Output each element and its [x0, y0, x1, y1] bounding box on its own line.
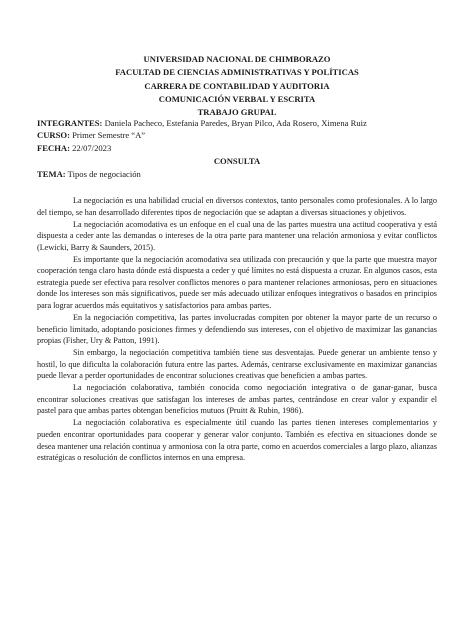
tema-row	[37, 168, 141, 180]
tema-label: TEMA:	[37, 169, 66, 179]
fecha-value: 22/07/2023	[69, 142, 112, 153]
paragraph: La negociación colaborativa es especialmente útil cuando las partes tienen intereses complementarios y pueden encontrar oportunidades para cooperar y generar valor conjunto. También es efectiva en situaciones donde se desea mantener una relación continua y armoniosa con la otra parte, como en acuerdos comerciales a largo plazo, alianzas estratégicas o resolución de conflictos internos en una empresa.	[37, 418, 437, 463]
faculty-name: FACULTAD DE CIENCIAS ADMINISTRATIVAS Y POLÍTICAS	[115, 67, 359, 78]
integrantes-row	[37, 117, 367, 129]
paragraph: En la negociación competitiva, las partes involucradas compiten por obtener la mayor parte de un recurso o beneficio limitado, adoptando posiciones firmes y defendiendo sus intereses, con el objetivo de maximizar las ganancias propias (Fisher, Ury & Patton, 1991).	[37, 312, 437, 346]
university-name: UNIVERSIDAD NACIONAL DE CHIMBORAZO	[143, 54, 331, 64]
career-name: CARRERA DE CONTABILIDAD Y AUDITORIA	[144, 80, 330, 91]
document-meta	[37, 117, 367, 154]
paragraph: La negociación es una habilidad crucial en diversos contextos, tanto personales como profesionales. A lo largo del tiempo, se han desarrollado diferentes tipos de negociación que se adaptan a diversas situaciones y objetivos.	[37, 196, 437, 217]
assignment-type: TRABAJO GRUPAL	[197, 107, 277, 118]
paragraph: La negociación acomodativa es un enfoque en el cual una de las partes muestra una actitud cooperativa y está dispuesta a ceder ante las demandas o intereses de la otra parte para mantener una relación armoniosa y evitar conflictos (Lewicki, Barry & Saunders, 2015).	[37, 219, 437, 252]
paragraph: La negociación colaborativa, también conocida como negociación integrativa o de ganar-ganar, busca encontrar soluciones creativas que satisfagan los intereses de ambas partes, centrándose en crear valor y expandir el pastel para que ambas partes obtengan beneficios mutuos (Pruitt & Rubin, 1986).	[37, 383, 437, 416]
document-header	[0, 53, 474, 119]
curso-row	[37, 129, 367, 141]
paragraph: Es importante que la negociación acomodativa sea utilizada con precaución y que la parte que muestra mayor cooperación tenga claro hasta dónde está dispuesta a ceder y qué límites no está dispuesta a cruzar. En algunos casos, esta estrategia puede ser efectiva para resolver conflictos menores o para mantener relaciones armoniosas, pero en situaciones donde los intereses son más significativos, puede ser más adecuado utilizar enfoques integrativos o basados en principios para lograr acuerdos más equitativos y satisfactorios para ambas partes.	[37, 254, 437, 311]
curso-value: Primer Semestre “A”	[69, 130, 146, 141]
paragraph: Sin embargo, la negociación competitiva también tiene sus desventajas. Puede generar un ambiente tenso y hostil, lo que dificulta la colaboración futura entre las partes. Además, centrarse exclusivamente en maximizar ganancias puede llevar a perder oportunidades de encontrar soluciones creativas que beneficien a ambas partes.	[37, 348, 437, 381]
integrantes-label: INTEGRANTES:	[37, 118, 103, 128]
fecha-label: FECHA:	[37, 142, 70, 153]
course-subject: COMUNICACIÓN VERBAL Y ESCRITA	[158, 93, 316, 104]
section-title: CONSULTA	[213, 156, 261, 166]
curso-label: CURSO:	[37, 130, 70, 141]
fecha-row	[37, 142, 367, 154]
integrantes-value: Daniela Pacheco, Estefania Paredes, Bryan Pilco, Ada Rosero, Ximena Ruiz	[102, 118, 367, 128]
tema-value: Tipos de negociación	[65, 169, 141, 179]
document-body	[37, 195, 437, 464]
